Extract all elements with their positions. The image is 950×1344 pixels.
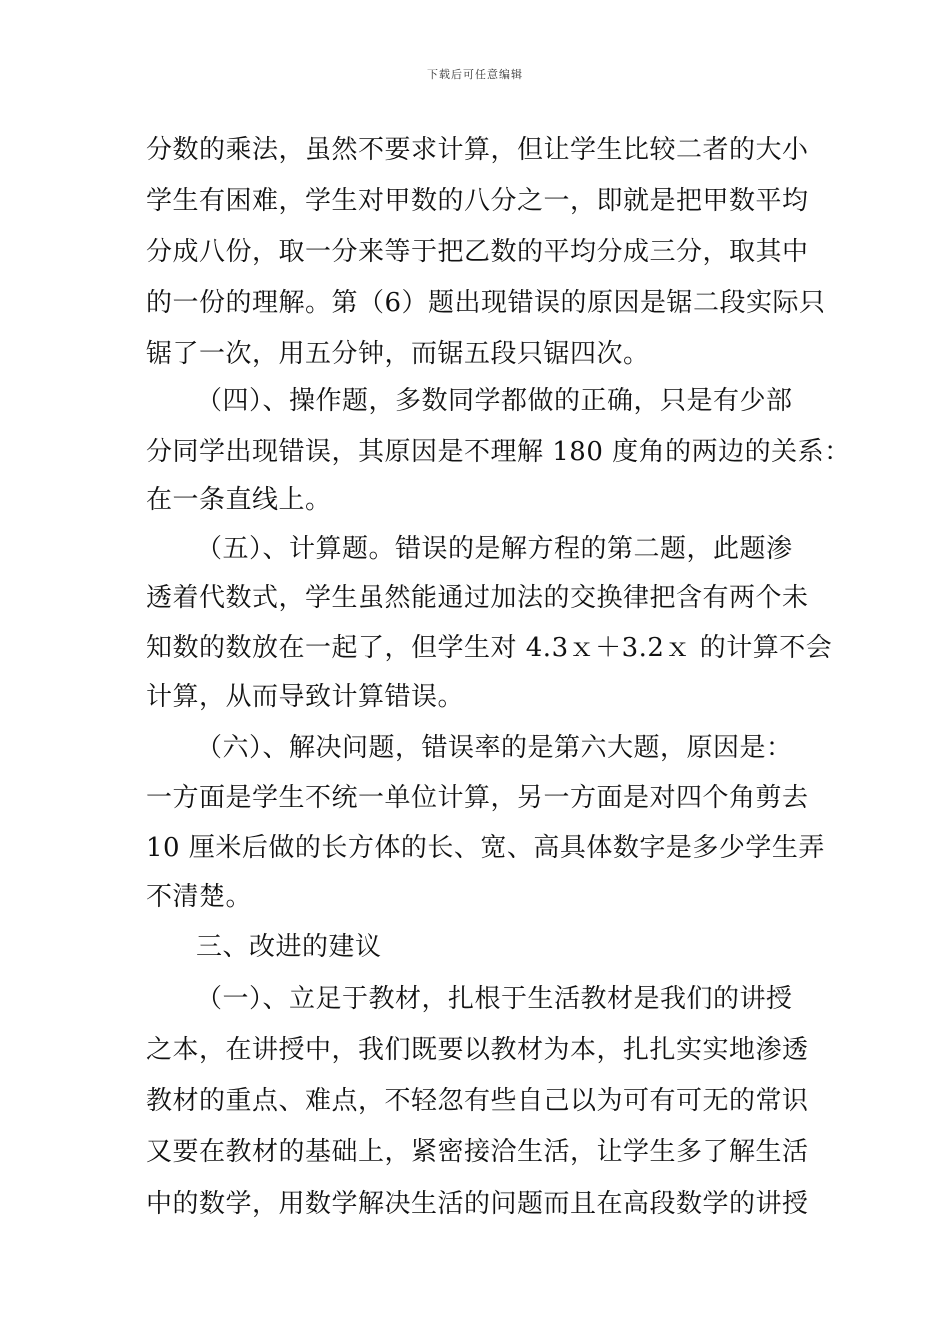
text-line: 一方面是学生不统一单位计算，另一方面是对四个角剪去 <box>146 783 809 813</box>
text-line: 分成八份，取一分来等于把乙数的平均分成三分，取其中 <box>146 237 809 267</box>
text-line: 又要在教材的基础上，紧密接洽生活，让学生多了解生活 <box>146 1137 809 1167</box>
text-line: （四）、操作题，多数同学都做的正确，只是有少部 <box>196 386 793 416</box>
text-line: 中的数学，用数学解决生活的问题而且在高段数学的讲授 <box>146 1189 809 1219</box>
text-line: （六）、解决问题，错误率的是第六大题，原因是： <box>196 733 793 763</box>
text-line: （一）、立足于教材，扎根于生活教材是我们的讲授 <box>196 984 793 1014</box>
page-header: 下载后可任意编辑 <box>427 68 523 81</box>
text-line: 锯了一次，用五分钟，而锯五段只锯四次。 <box>146 339 650 369</box>
text-line: 10 厘米后做的长方体的长、宽、高具体数字是多少学生弄 <box>146 833 825 863</box>
text-line: 的一份的理解。第（6）题出现错误的原因是锯二段实际只 <box>146 288 826 318</box>
text-line: 学生有困难，学生对甲数的八分之一，即就是把甲数平均 <box>146 186 809 216</box>
text-line: 分数的乘法，虽然不要求计算，但让学生比较二者的大小 <box>146 135 809 165</box>
text-line: 分同学出现错误，其原因是不理解 180 度角的两边的关系： <box>146 437 851 467</box>
text-line: 教材的重点、难点，不轻忽有些自己以为可有可无的常识 <box>146 1086 809 1116</box>
text-line: （五）、计算题。错误的是解方程的第二题，此题渗 <box>196 534 793 564</box>
text-line: 之本，在讲授中，我们既要以教材为本，扎扎实实地渗透 <box>146 1035 809 1065</box>
text-line: 知数的数放在一起了，但学生对 4.3ｘ＋3.2ｘ 的计算不会 <box>146 633 833 663</box>
text-line: 计算，从而导致计算错误。 <box>146 682 465 712</box>
section-heading: 三、改进的建议 <box>196 932 382 962</box>
text-line: 透着代数式，学生虽然能通过加法的交换律把含有两个未 <box>146 583 809 613</box>
text-line: 不清楚。 <box>146 882 253 912</box>
text-line: 在一条直线上。 <box>146 485 332 515</box>
